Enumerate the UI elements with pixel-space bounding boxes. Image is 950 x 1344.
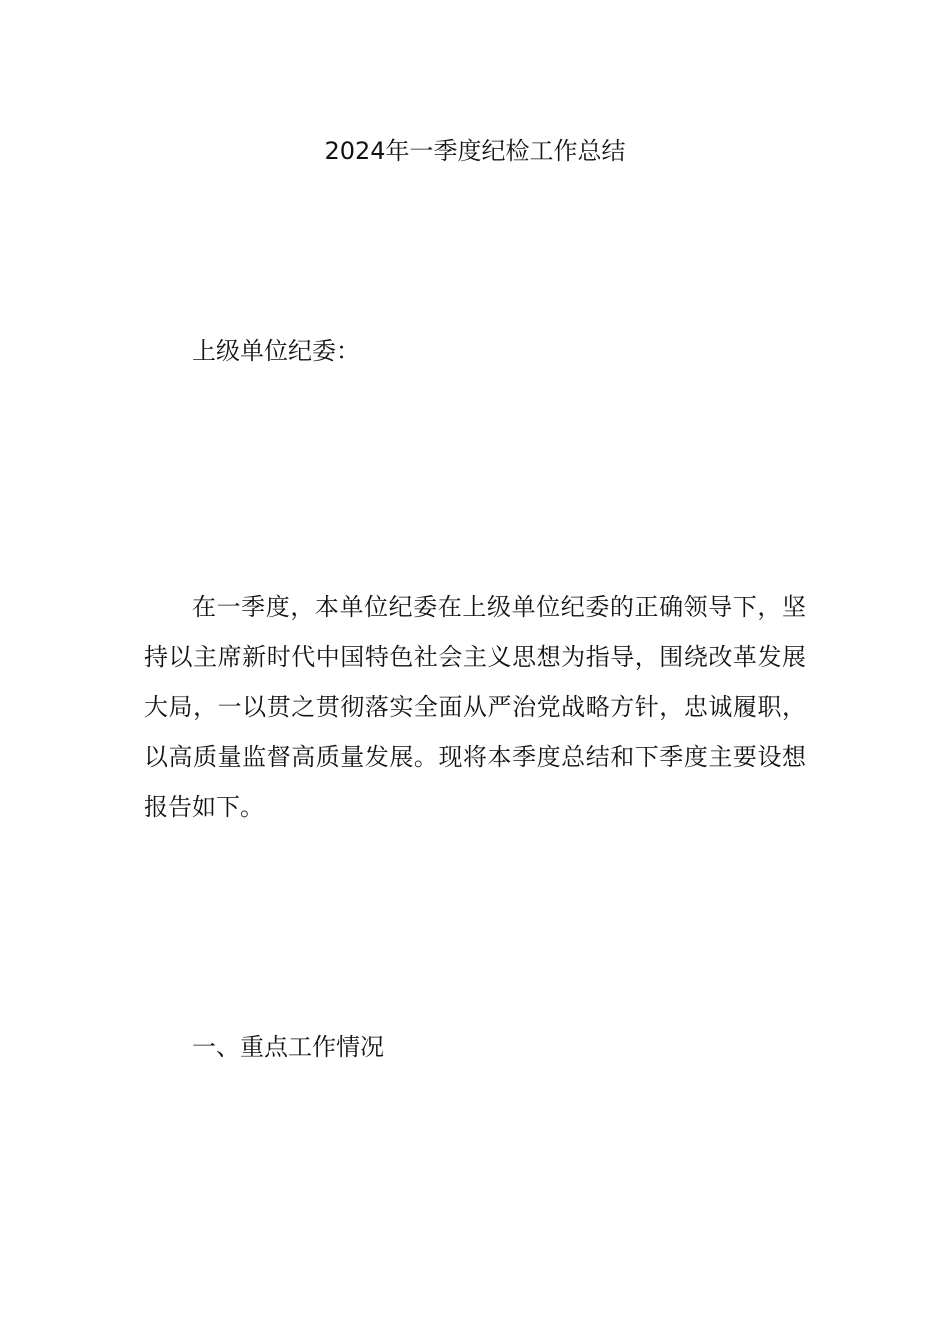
section-heading-key-work: 一、重点工作情况 [192, 1033, 384, 1061]
intro-paragraph: 在一季度，本单位纪委在上级单位纪委的正确领导下，坚持以主席新时代中国特色社会主义思想为指导，围绕改革发展大局，一以贯之贯彻落实全面从严治党战略方针，忠诚履职，以高质量监督高质量发展。现将本季度总结和下季度主要设想报告如下。 [144, 593, 806, 821]
page-title: 2024年一季度纪检工作总结 [324, 137, 626, 165]
salutation: 上级单位纪委： [192, 337, 360, 365]
